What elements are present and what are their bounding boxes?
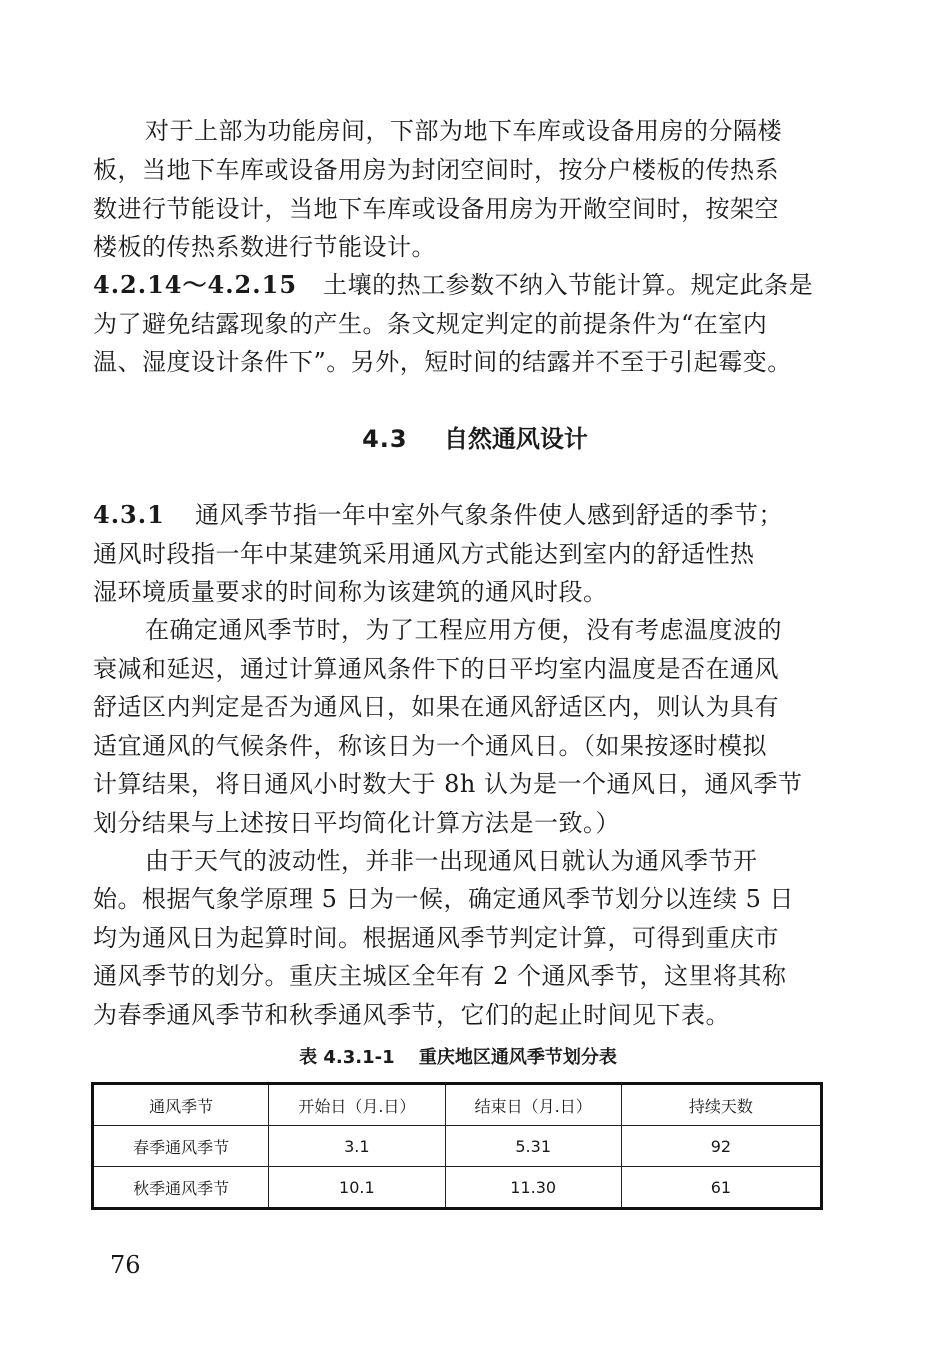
paragraph-ventilation-line: 划分结果与上述按日平均简化计算方法是一致。） [93,809,620,837]
paragraph-floor-line: 对于上部为功能房间，下部为地下车库或设备用房的分隔楼 [145,117,782,145]
clause-4-3-1-line: 湿环境质量要求的时间称为该建筑的通风时段。 [93,578,608,606]
table-row [93,1126,822,1167]
clause-4-2-14-line: 为了避免结露现象的产生。条文规定判定的前提条件为“在室内 [93,310,768,338]
table-cell: 92 [621,1126,821,1167]
paragraph-weather-line: 均为通风日为起算时间。根据通风季节判定计算，可得到重庆市 [93,924,779,952]
clause-4-3-1-first-line [93,497,828,533]
table-cell: 5.31 [445,1126,621,1167]
table-row [93,1167,822,1209]
table-cell: 11.30 [445,1167,621,1209]
table-caption-number: 表 4.3.1-1 [299,1047,395,1068]
paragraph-floor-line: 楼板的传热系数进行节能设计。 [93,233,436,261]
table-cell: 春季通风季节 [93,1126,269,1167]
table-caption-title: 重庆地区通风季节划分表 [418,1047,617,1068]
paragraph-weather-line: 始。根据气象学原理 5 日为一候，确定通风季节划分以连续 5 日 [93,885,795,913]
clause-4-3-1-line: 通风时段指一年中某建筑采用通风方式能达到室内的舒适性热 [93,540,755,568]
clause-4-2-14-line: 温、湿度设计条件下”。另外，短时间的结露并不至于引起霉变。 [93,348,792,376]
paragraph-ventilation-line: 舒适区内判定是否为通风日，如果在通风舒适区内，则认为具有 [93,693,779,721]
table-cell: 10.1 [269,1167,445,1209]
clause-number: 4.3.1 [93,500,165,529]
table-header-cell: 通风季节 [93,1084,269,1126]
paragraph-weather-line: 通风季节的划分。重庆主城区全年有 2 个通风季节，这里将其称 [93,962,787,990]
table-caption [0,1043,916,1073]
paragraph-floor-line: 数进行节能设计，当地下车库或设备用房为开敞空间时，按架空 [93,195,779,223]
clause-text: 通风季节指一年中室外气象条件使人感到舒适的季节； [194,501,783,529]
paragraph-ventilation-line: 在确定通风季节时，为了工程应用方便，没有考虑温度波的 [145,616,782,644]
clause-text: 土壤的热工参数不纳入节能计算。规定此条是 [323,271,814,299]
section-number: 4.3 [362,425,408,453]
table-cell: 秋季通风季节 [93,1167,269,1209]
table-cell: 61 [621,1167,821,1209]
table-header-row [93,1084,822,1126]
paragraph-ventilation-line: 衰减和延迟，通过计算通风条件下的日平均室内温度是否在通风 [93,655,779,683]
table-header-cell: 结束日（月.日） [445,1084,621,1126]
clause-4-2-14-first-line [93,267,828,303]
section-heading [0,421,950,457]
table-cell: 3.1 [269,1126,445,1167]
section-title: 自然通风设计 [443,425,588,453]
paragraph-ventilation-line: 计算结果，将日通风小时数大于 8h 认为是一个通风日，通风季节 [93,770,803,798]
paragraph-weather-line: 由于天气的波动性，并非一出现通风日就认为通风季节开 [145,847,758,875]
clause-number: 4.2.14～4.2.15 [93,270,298,299]
paragraph-weather-line: 为春季通风季节和秋季通风季节，它们的起止时间见下表。 [93,1001,730,1029]
table-header-cell: 开始日（月.日） [269,1084,445,1126]
paragraph-floor-line: 板，当地下车库或设备用房为封闭空间时，按分户楼板的传热系 [93,156,779,184]
ventilation-season-table [91,1082,823,1210]
paragraph-ventilation-line: 适宜通风的气候条件，称该日为一个通风日。（如果按逐时模拟 [93,732,767,760]
page-number: 76 [110,1251,141,1279]
table-header-cell: 持续天数 [621,1084,821,1126]
